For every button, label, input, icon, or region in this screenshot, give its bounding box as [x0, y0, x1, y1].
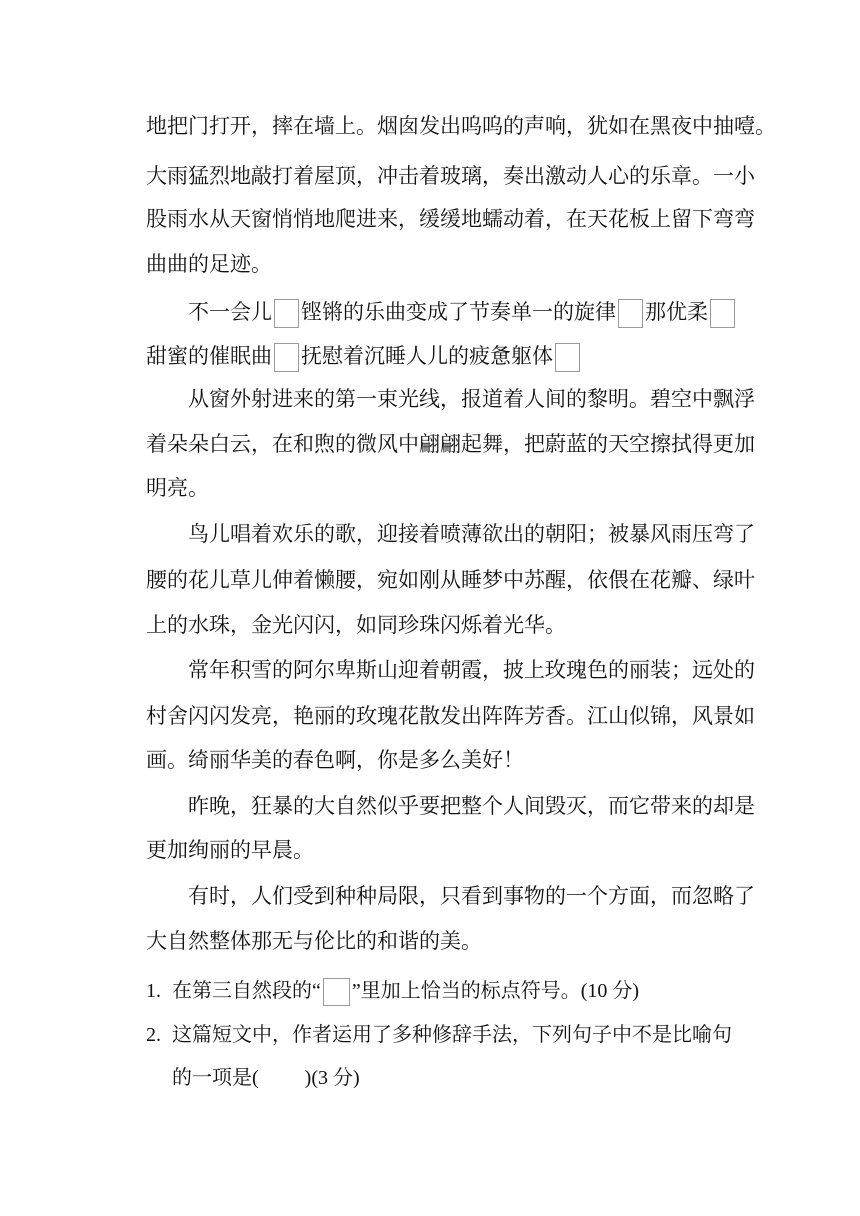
paragraph-line	[188, 298, 737, 328]
paragraph-line: 大雨猛烈地敲打着屋顶，冲击着玻璃，奏出激动人心的乐章。一小	[146, 164, 755, 188]
punctuation-blank-box[interactable]	[274, 343, 299, 372]
paragraph-line: 腰的花儿草儿伸着懒腰，宛如刚从睡梦中苏醒，依偎在花瓣、绿叶	[146, 568, 755, 592]
paragraph-line: 更加绚丽的早晨。	[146, 838, 314, 862]
punctuation-blank-box[interactable]	[555, 343, 580, 372]
question-text: )(3 分)	[304, 1067, 360, 1089]
paragraph-line: 鸟儿唱着欢乐的歌，迎接着喷薄欲出的朝阳；被暴风雨压弯了	[188, 522, 755, 546]
paragraph-line: 地把门打开，摔在墙上。烟囱发出呜呜的声响，犹如在黑夜中抽噎。	[146, 114, 776, 138]
text-segment: 那优柔	[645, 300, 708, 324]
paragraph-line	[146, 342, 582, 372]
question-text: 在第三自然段的“	[172, 980, 321, 1002]
paragraph-line: 明亮。	[146, 476, 209, 500]
text-segment: 甜蜜的催眠曲	[146, 344, 272, 368]
paragraph-line: 上的水珠，金光闪闪，如同珍珠闪烁着光华。	[146, 613, 566, 637]
punctuation-blank-box[interactable]	[618, 299, 643, 328]
paragraph-line: 大自然整体那无与伦比的和谐的美。	[146, 929, 482, 953]
punctuation-blank-box[interactable]	[710, 299, 735, 328]
text-segment: 铿锵的乐曲变成了节奏单一的旋律	[301, 300, 616, 324]
punctuation-box-sample	[323, 978, 350, 1006]
paragraph-line: 村舍闪闪发亮，艳丽的玫瑰花散发出阵阵芳香。江山似锦，风景如	[146, 704, 755, 728]
punctuation-blank-box[interactable]	[274, 299, 299, 328]
text-segment: 不一会儿	[188, 300, 272, 324]
question-2	[146, 1021, 732, 1049]
question-number: 2.	[146, 1024, 161, 1046]
question-number: 1.	[146, 980, 161, 1002]
question-text: 的一项是(	[172, 1067, 259, 1089]
paragraph-line: 曲曲的足迹。	[146, 252, 272, 276]
paragraph-line: 昨晚，狂暴的大自然似乎要把整个人间毁灭，而它带来的却是	[188, 794, 755, 818]
question-1	[146, 977, 639, 1006]
paragraph-line: 从窗外射进来的第一束光线，报道着人间的黎明。碧空中飘浮	[188, 387, 755, 411]
question-2-line-2	[172, 1064, 360, 1092]
paragraph-line: 常年积雪的阿尔卑斯山迎着朝霞，披上玫瑰色的丽装；远处的	[188, 658, 755, 682]
text-segment: 抚慰着沉睡人儿的疲惫躯体	[301, 344, 553, 368]
paragraph-line: 有时，人们受到种种局限，只看到事物的一个方面，而忽略了	[188, 884, 755, 908]
question-text: 这篇短文中，作者运用了多种修辞手法，下列句子中不是比喻句	[172, 1024, 732, 1046]
paragraph-line: 股雨水从天窗悄悄地爬进来，缓缓地蠕动着，在天花板上留下弯弯	[146, 207, 755, 231]
question-text: ”里加上恰当的标点符号。(10 分)	[351, 980, 640, 1002]
paragraph-line: 着朵朵白云，在和煦的微风中翩翩起舞，把蔚蓝的天空擦拭得更加	[146, 432, 755, 456]
paragraph-line: 画。绮丽华美的春色啊，你是多么美好！	[146, 748, 524, 772]
